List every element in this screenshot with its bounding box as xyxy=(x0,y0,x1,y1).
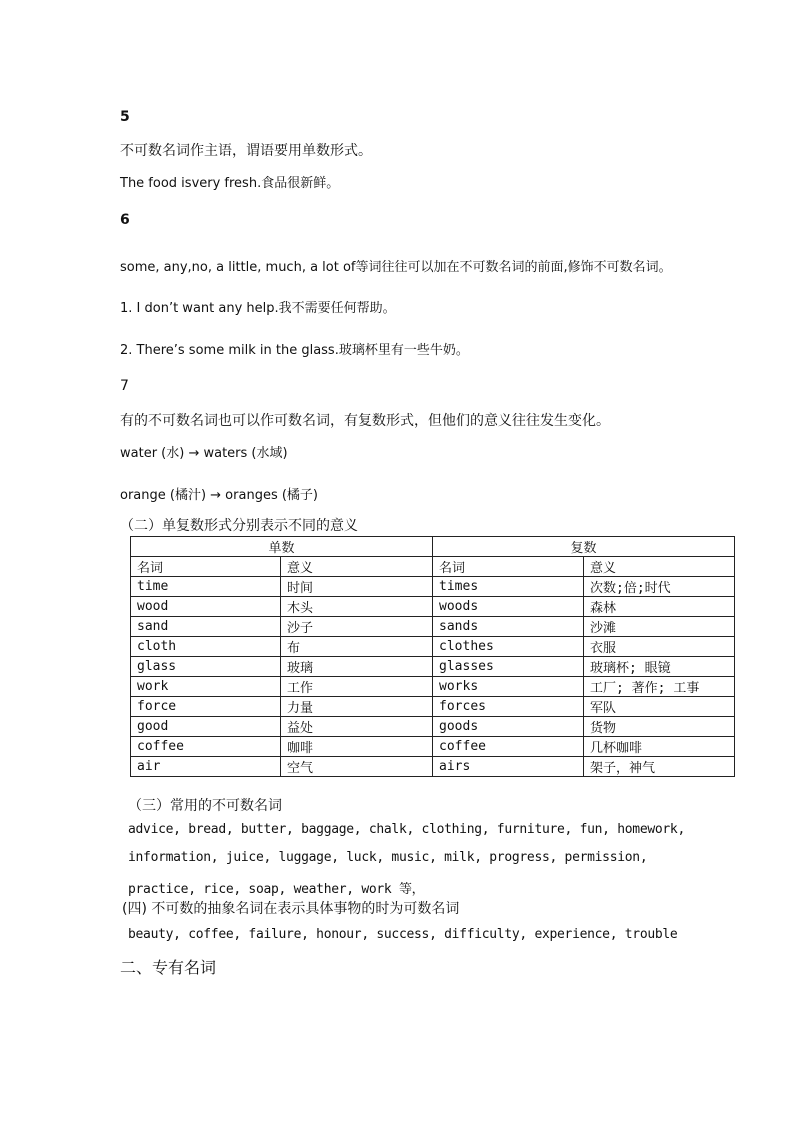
table-row xyxy=(131,577,735,597)
table-cell: cloth xyxy=(131,637,281,657)
group-header-plural: 复数 xyxy=(433,537,735,557)
rule-7: 有的不可数名词也可以作可数名词，有复数形式，但他们的意义往往发生变化。 xyxy=(120,413,610,429)
table-cell: times xyxy=(433,577,584,597)
table-column-header-row xyxy=(131,557,735,577)
table-row xyxy=(131,737,735,757)
table-cell: forces xyxy=(433,697,584,717)
example-6-1: 1. I don’t want any help.我不需要任何帮助。 xyxy=(120,301,396,316)
example-7-2: orange (橘汁) → oranges (橘子) xyxy=(120,488,318,503)
table-cell: 沙子 xyxy=(281,617,433,637)
abstract-section-title: (四) 不可数的抽象名词在表示具体事物的时为可数名词 xyxy=(122,901,460,917)
singular-plural-meaning-table xyxy=(130,536,735,777)
table-cell: time xyxy=(131,577,281,597)
table-row xyxy=(131,617,735,637)
column-header: 名词 xyxy=(433,557,584,577)
table-cell: 架子，神气 xyxy=(584,757,735,777)
table-cell: airs xyxy=(433,757,584,777)
table-cell: air xyxy=(131,757,281,777)
table-cell: 军队 xyxy=(584,697,735,717)
table-cell: force xyxy=(131,697,281,717)
table-cell: clothes xyxy=(433,637,584,657)
table-cell: 玻璃杯; 眼镜 xyxy=(584,657,735,677)
section-number-5: 5 xyxy=(120,109,130,125)
table-row xyxy=(131,717,735,737)
table-cell: 力量 xyxy=(281,697,433,717)
table-cell: wood xyxy=(131,597,281,617)
table-row xyxy=(131,677,735,697)
table-cell: 沙滩 xyxy=(584,617,735,637)
table-row xyxy=(131,697,735,717)
table-cell: 时间 xyxy=(281,577,433,597)
table-cell: 工厂; 著作; 工事 xyxy=(584,677,735,697)
table-row xyxy=(131,597,735,617)
proper-nouns-heading: 二、专有名词 xyxy=(120,958,217,977)
table-row xyxy=(131,637,735,657)
example-6-2: 2. There’s some milk in the glass.玻璃杯里有一些牛奶。 xyxy=(120,343,469,358)
table-cell: 玻璃 xyxy=(281,657,433,677)
table-cell: 工作 xyxy=(281,677,433,697)
table-cell: 森林 xyxy=(584,597,735,617)
table-cell: glasses xyxy=(433,657,584,677)
example-7-1: water (水) → waters (水域) xyxy=(120,446,288,461)
column-header: 名词 xyxy=(131,557,281,577)
table-row xyxy=(131,657,735,677)
table-row xyxy=(131,757,735,777)
table-cell: works xyxy=(433,677,584,697)
table-cell: 益处 xyxy=(281,717,433,737)
column-header: 意义 xyxy=(584,557,735,577)
example-5: The food isvery fresh.食品很新鲜。 xyxy=(120,176,340,191)
uncountable-section-title: （三）常用的不可数名词 xyxy=(128,798,282,814)
section-number-6: 6 xyxy=(120,212,130,228)
abstract-nouns-line: beauty, coffee, failure, honour, success, difficulty, experience, trouble xyxy=(128,927,678,942)
table-cell: 咖啡 xyxy=(281,737,433,757)
rule-6: some, any,no, a little, much, a lot of等词往往可以加在不可数名词的前面,修饰不可数名词。 xyxy=(120,260,672,275)
uncountable-line-3: practice, rice, soap, weather, work 等， xyxy=(128,882,425,897)
group-header-singular: 单数 xyxy=(131,537,433,557)
column-header: 意义 xyxy=(281,557,433,577)
table-cell: sand xyxy=(131,617,281,637)
table-group-header-row xyxy=(131,537,735,557)
section-number-7: 7 xyxy=(120,378,129,394)
table-cell: goods xyxy=(433,717,584,737)
table-cell: 几杯咖啡 xyxy=(584,737,735,757)
table-cell: work xyxy=(131,677,281,697)
table-cell: 次数;倍;时代 xyxy=(584,577,735,597)
rule-5: 不可数名词作主语，谓语要用单数形式。 xyxy=(120,143,372,159)
uncountable-line-1: advice, bread, butter, baggage, chalk, clothing, furniture, fun, homework, xyxy=(128,822,685,837)
table-section-title: （二）单复数形式分别表示不同的意义 xyxy=(120,518,358,534)
table-cell: 空气 xyxy=(281,757,433,777)
uncountable-line-2: information, juice, luggage, luck, music, milk, progress, permission, xyxy=(128,850,648,865)
table-cell: 布 xyxy=(281,637,433,657)
table-cell: glass xyxy=(131,657,281,677)
table-cell: coffee xyxy=(433,737,584,757)
table-cell: coffee xyxy=(131,737,281,757)
table-cell: woods xyxy=(433,597,584,617)
table-cell: sands xyxy=(433,617,584,637)
table-cell: 衣服 xyxy=(584,637,735,657)
table-cell: good xyxy=(131,717,281,737)
table-cell: 货物 xyxy=(584,717,735,737)
table-cell: 木头 xyxy=(281,597,433,617)
